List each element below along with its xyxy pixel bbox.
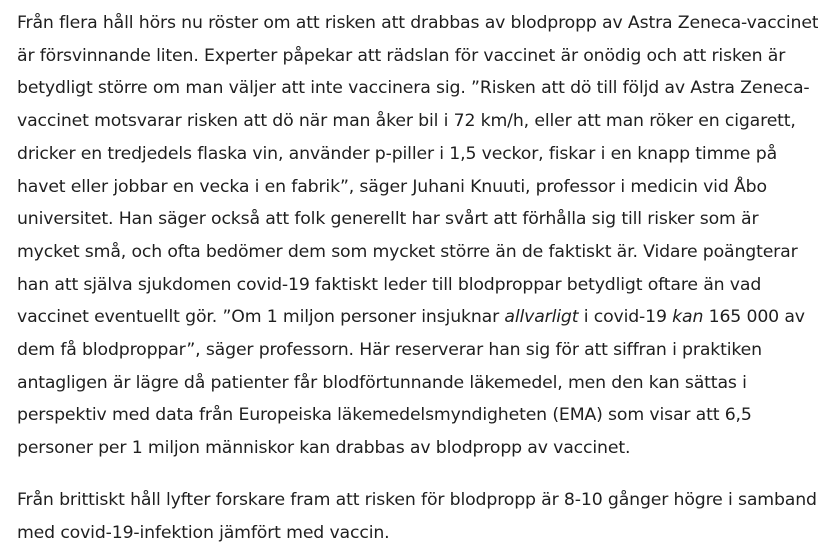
text-line: Från flera håll hörs nu röster om att risken att drabbas av blodpropp av Astra Zeneca-vaccinet bbox=[17, 13, 818, 33]
text-line: universitet. Han säger också att folk generellt har svårt att förhålla sig till risker som är bbox=[17, 209, 759, 230]
text-line: havet eller jobbar en vecka i en fabrik”, säger Juhani Knuuti, professor i medicin vid Åbo bbox=[17, 176, 767, 197]
text-line: han att själva sjukdomen covid-19 faktiskt leder till blodproppar betydligt oftare än vad bbox=[17, 274, 762, 295]
text-run: 165 000 av bbox=[703, 307, 805, 328]
text-run: vaccinet eventuellt gör. ”Om 1 miljon personer insjuknar bbox=[17, 307, 505, 328]
text-line: dem få blodproppar”, säger professorn. Här reserverar han sig för att siffran i praktiken bbox=[17, 340, 762, 361]
text-line bbox=[17, 301, 818, 334]
text-line: personer per 1 miljon människor kan drabbas av blodpropp av vaccinet. bbox=[17, 438, 631, 459]
emphasis-kan: kan bbox=[672, 307, 704, 328]
text-line: med covid-19-infektion jämfört med vaccin. bbox=[17, 522, 390, 543]
text-line: antagligen är lägre då patienter får blodförtunnande läkemedel, men den kan sättas i bbox=[17, 372, 747, 393]
text-line: betydligt större om man väljer att inte vaccinera sig. ”Risken att dö till följd av Astra Zeneca- bbox=[17, 78, 810, 99]
paragraph-2 bbox=[17, 484, 817, 549]
emphasis-allvarligt: allvarligt bbox=[504, 307, 579, 328]
text-line: vaccinet motsvarar risken att dö när man åker bil i 72 km/h, eller att man röker en cigarett, bbox=[17, 111, 796, 132]
paragraph-1 bbox=[17, 7, 818, 465]
text-line: är försvinnande liten. Experter påpekar att rädslan för vaccinet är onödig och att risken är bbox=[17, 45, 786, 66]
text-line: perspektiv med data från Europeiska läkemedelsmyndigheten (EMA) som visar att 6,5 bbox=[17, 405, 752, 426]
text-line: dricker en tredjedels flaska vin, använder p-piller i 1,5 veckor, fiskar i en knapp timme på bbox=[17, 143, 778, 164]
text-run: i covid-19 bbox=[578, 307, 673, 328]
text-line: Från brittiskt håll lyfter forskare fram att risken för blodpropp är 8-10 gånger högre i samband bbox=[17, 490, 817, 510]
text-line: mycket små, och ofta bedömer dem som mycket större än de faktiskt är. Vidare poängterar bbox=[17, 241, 798, 262]
